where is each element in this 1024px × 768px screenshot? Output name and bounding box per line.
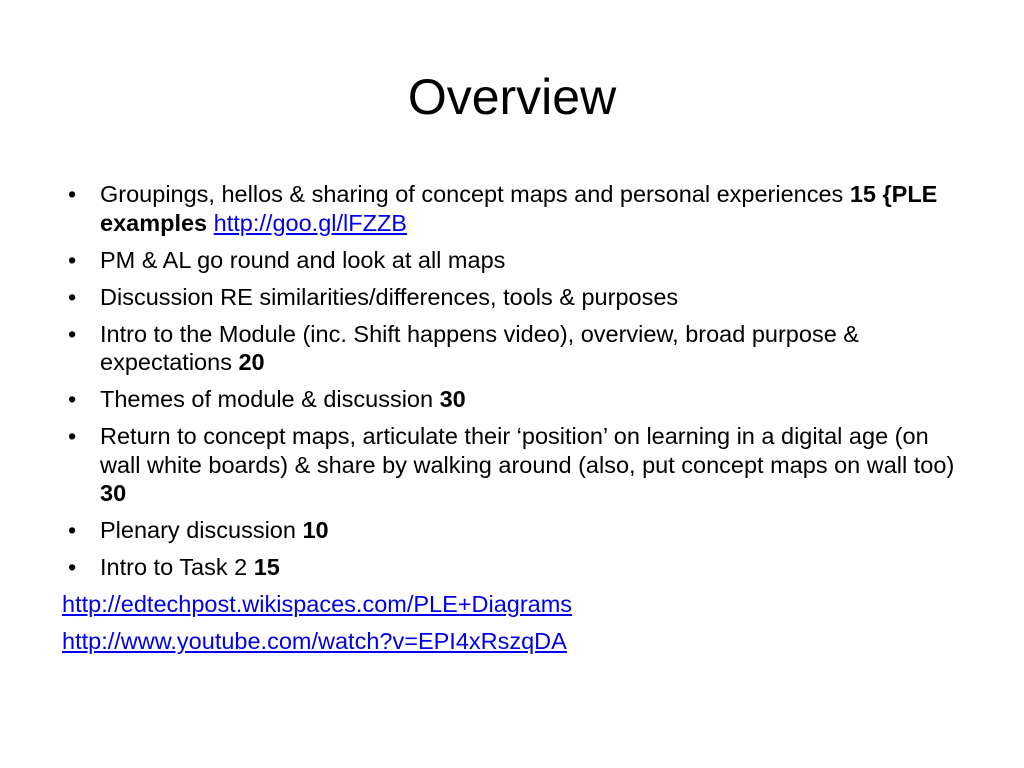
list-item: [62, 320, 962, 377]
item-text: Intro to Task 2: [100, 554, 254, 580]
ple-examples-link[interactable]: http://goo.gl/lFZZB: [213, 209, 407, 236]
bullet-list: [62, 180, 962, 582]
link-line: [62, 590, 962, 619]
item-duration: 30: [100, 480, 127, 506]
list-item: [62, 246, 962, 275]
slide-title: Overview: [407, 69, 617, 125]
item-duration: 30: [439, 386, 466, 412]
bullet-icon: •: [68, 283, 77, 310]
list-item: [62, 422, 962, 508]
ple-diagrams-link[interactable]: http://edtechpost.wikispaces.com/PLE+Diagrams: [62, 591, 573, 617]
bullet-icon: •: [68, 320, 77, 347]
item-text: Return to concept maps, articulate their ‘position’ on learning in a digital age (on wall white boards) & share by walking around (also, put concept maps on wall too): [100, 423, 955, 478]
item-text: PM & AL go round and look at all maps: [100, 246, 506, 273]
bullet-icon: •: [68, 423, 77, 449]
item-text: Discussion RE similarities/differences, tools & purposes: [100, 283, 679, 310]
list-item: [62, 180, 962, 237]
link-line: [62, 627, 962, 656]
item-duration: 15 {PLE examples: [100, 181, 938, 236]
bullet-icon: •: [68, 517, 77, 543]
list-item: [62, 385, 962, 414]
item-text: Themes of module & discussion: [100, 386, 440, 412]
bullet-icon: •: [68, 554, 77, 580]
slide-content: [62, 180, 962, 664]
list-item: [62, 553, 962, 582]
item-text: Intro to the Module (inc. Shift happens video), overview, broad purpose & expectations: [100, 320, 859, 375]
item-duration: 15: [253, 554, 280, 580]
youtube-video-link[interactable]: http://www.youtube.com/watch?v=EPI4xRszqDA: [62, 628, 567, 654]
item-duration: 10: [302, 517, 329, 543]
list-item: [62, 516, 962, 545]
bullet-icon: •: [68, 246, 77, 273]
item-text: Plenary discussion: [100, 517, 303, 543]
item-text: Groupings, hellos & sharing of concept maps and personal experiences: [100, 181, 850, 207]
item-duration: 20: [238, 349, 265, 375]
list-item: [62, 283, 962, 312]
bullet-icon: •: [68, 386, 77, 412]
bullet-icon: •: [68, 181, 77, 207]
